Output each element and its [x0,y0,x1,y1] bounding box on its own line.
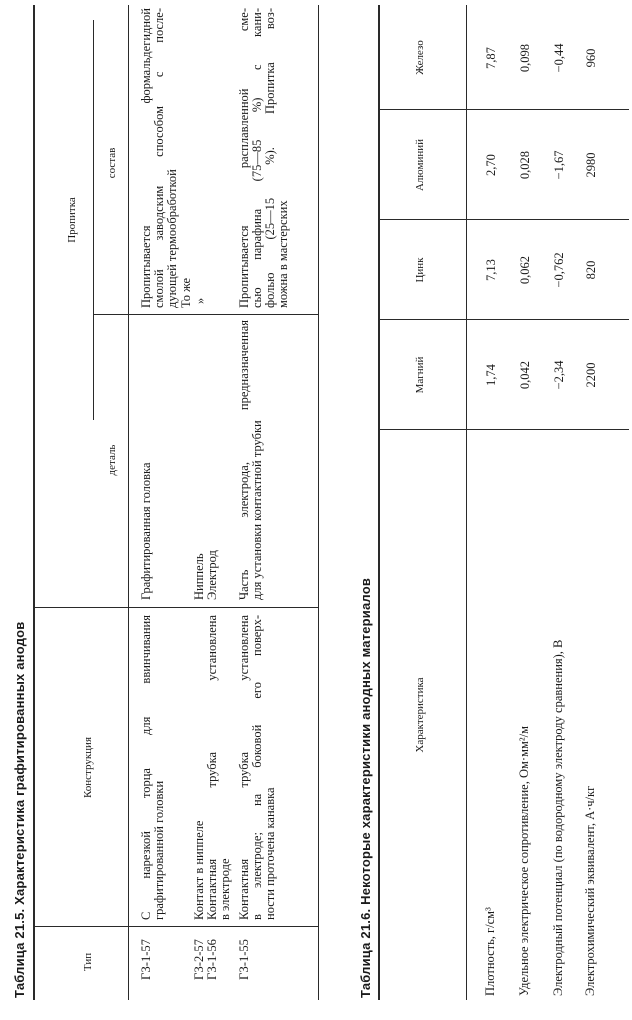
t2-row-2-label: Удельное электрическое сопротивление, Ом·мм²/м [517,725,531,996]
row-4-construction-line-2: в электроде; на боковой его поверх- [250,615,264,920]
row-3-construction [206,615,232,920]
table-21-5-header-rule [128,5,129,1000]
row-1-type: ГЗ-1-57 [139,939,153,980]
table-21-5-col-rule-1 [34,926,318,927]
row-3-type: ГЗ-1-56 [205,939,219,980]
t2-row-1-label: Плотность, г/см³ [483,907,497,996]
header-magnesium: Магний [414,356,426,394]
t2-row-2-aluminum: 0,028 [518,150,532,180]
row-4-composition-line-4: можна в мастерских [276,200,290,308]
table-21-6-caption: Таблица 21.6. Некоторые характеристики анодных материалов [358,577,373,998]
row-3-detail: Электрод [205,550,219,600]
row-1-detail: Графитированная головка [139,462,153,600]
header-iron: Железо [414,40,426,75]
row-4-composition [238,8,290,308]
t2-row-3-iron: −0,44 [552,43,566,73]
row-3-construction-line-1: Контактная трубка установлена [205,615,219,920]
t2-row-3-zinc: −0,762 [552,252,566,288]
t2-row-4-magnesium: 2200 [584,362,598,388]
t2-row-1-zinc: 7,13 [484,259,498,281]
table-21-5-impregnation-rule [93,20,94,420]
t2-row-1-magnesium: 1,74 [484,364,498,386]
t2-row-2-magnesium: 0,042 [518,360,532,390]
row-4-detail [238,320,264,600]
t2-row-4-label: Электрохимический эквивалент, А·ч/кг [583,785,597,996]
t2-row-4-zinc: 820 [584,260,598,280]
header-detail: деталь [106,444,118,476]
header-zinc: Цинк [414,257,426,283]
row-2-type: ГЗ-2-57 [192,939,206,980]
row-4-detail-line-2: для установки контактной трубки [250,420,264,600]
header-characteristic: Характеристика [414,677,426,753]
row-1-construction [140,615,166,920]
row-1-composition-line-1: Пропитывается формальдегидной [139,8,153,308]
row-4-construction-line-1: Контактная трубка установлена [237,615,251,920]
header-construction: Конструкция [82,736,94,799]
row-2-detail: Ниппель [192,553,206,600]
row-1-composition-line-3: дующей термообработкой [165,169,179,308]
row-1-construction-line-2: графитированной головки [152,780,166,920]
table-21-5-col-rule-2 [34,607,318,608]
t2-row-3-label: Электродный потенциал (по водородному электроду сравнения), В [551,639,565,996]
table-21-5-col-rule-3 [94,314,318,315]
row-2-composition: То же [179,277,193,308]
t2-row-3-magnesium: −2,34 [552,360,566,390]
t2-row-2-iron: 0,098 [518,43,532,73]
table-21-5-caption: Таблица 21.5. Характеристика графитированных анодов [12,621,27,998]
row-1-composition [140,8,179,308]
row-4-composition-line-1: Пропитывается расплавленной сме- [237,8,251,308]
row-1-construction-line-1: С нарезкой торца для ввинчивания [139,615,153,920]
header-aluminum: Алюминий [414,139,426,192]
row-4-type: ГЗ-1-55 [237,939,251,980]
row-4-construction [238,615,277,920]
header-composition: состав [106,147,118,179]
table-21-5-top-rule [33,5,35,1000]
row-1-composition-line-2: смолой заводским способом с после- [152,8,166,308]
t2-row-1-iron: 7,87 [484,47,498,69]
row-2-construction: Контакт в ниппеле [192,820,206,920]
row-4-composition-line-2: сью парафина (75—85 %) с кани- [250,8,264,308]
header-impregnation: Пропитка [66,197,78,243]
table-21-6-top-rule [378,5,380,1000]
header-type: Тип [82,952,94,972]
t2-row-4-iron: 960 [584,48,598,68]
row-3-composition: » [193,297,207,304]
row-3-construction-line-2: в электроде [218,858,232,920]
t2-row-1-aluminum: 2,70 [484,154,498,176]
t2-row-4-aluminum: 2980 [584,152,598,178]
table-21-5-bottom-rule [318,5,319,1000]
row-4-detail-line-1: Часть электрода, предназначенная [237,320,251,600]
row-4-construction-line-3: ности проточена канавка [263,787,277,920]
t2-row-2-zinc: 0,062 [518,255,532,285]
t2-row-3-aluminum: −1,67 [552,150,566,180]
table-21-6-header-rule [466,5,467,1000]
row-4-composition-line-3: фолью (25—15 %). Пропитка воз- [263,8,277,308]
